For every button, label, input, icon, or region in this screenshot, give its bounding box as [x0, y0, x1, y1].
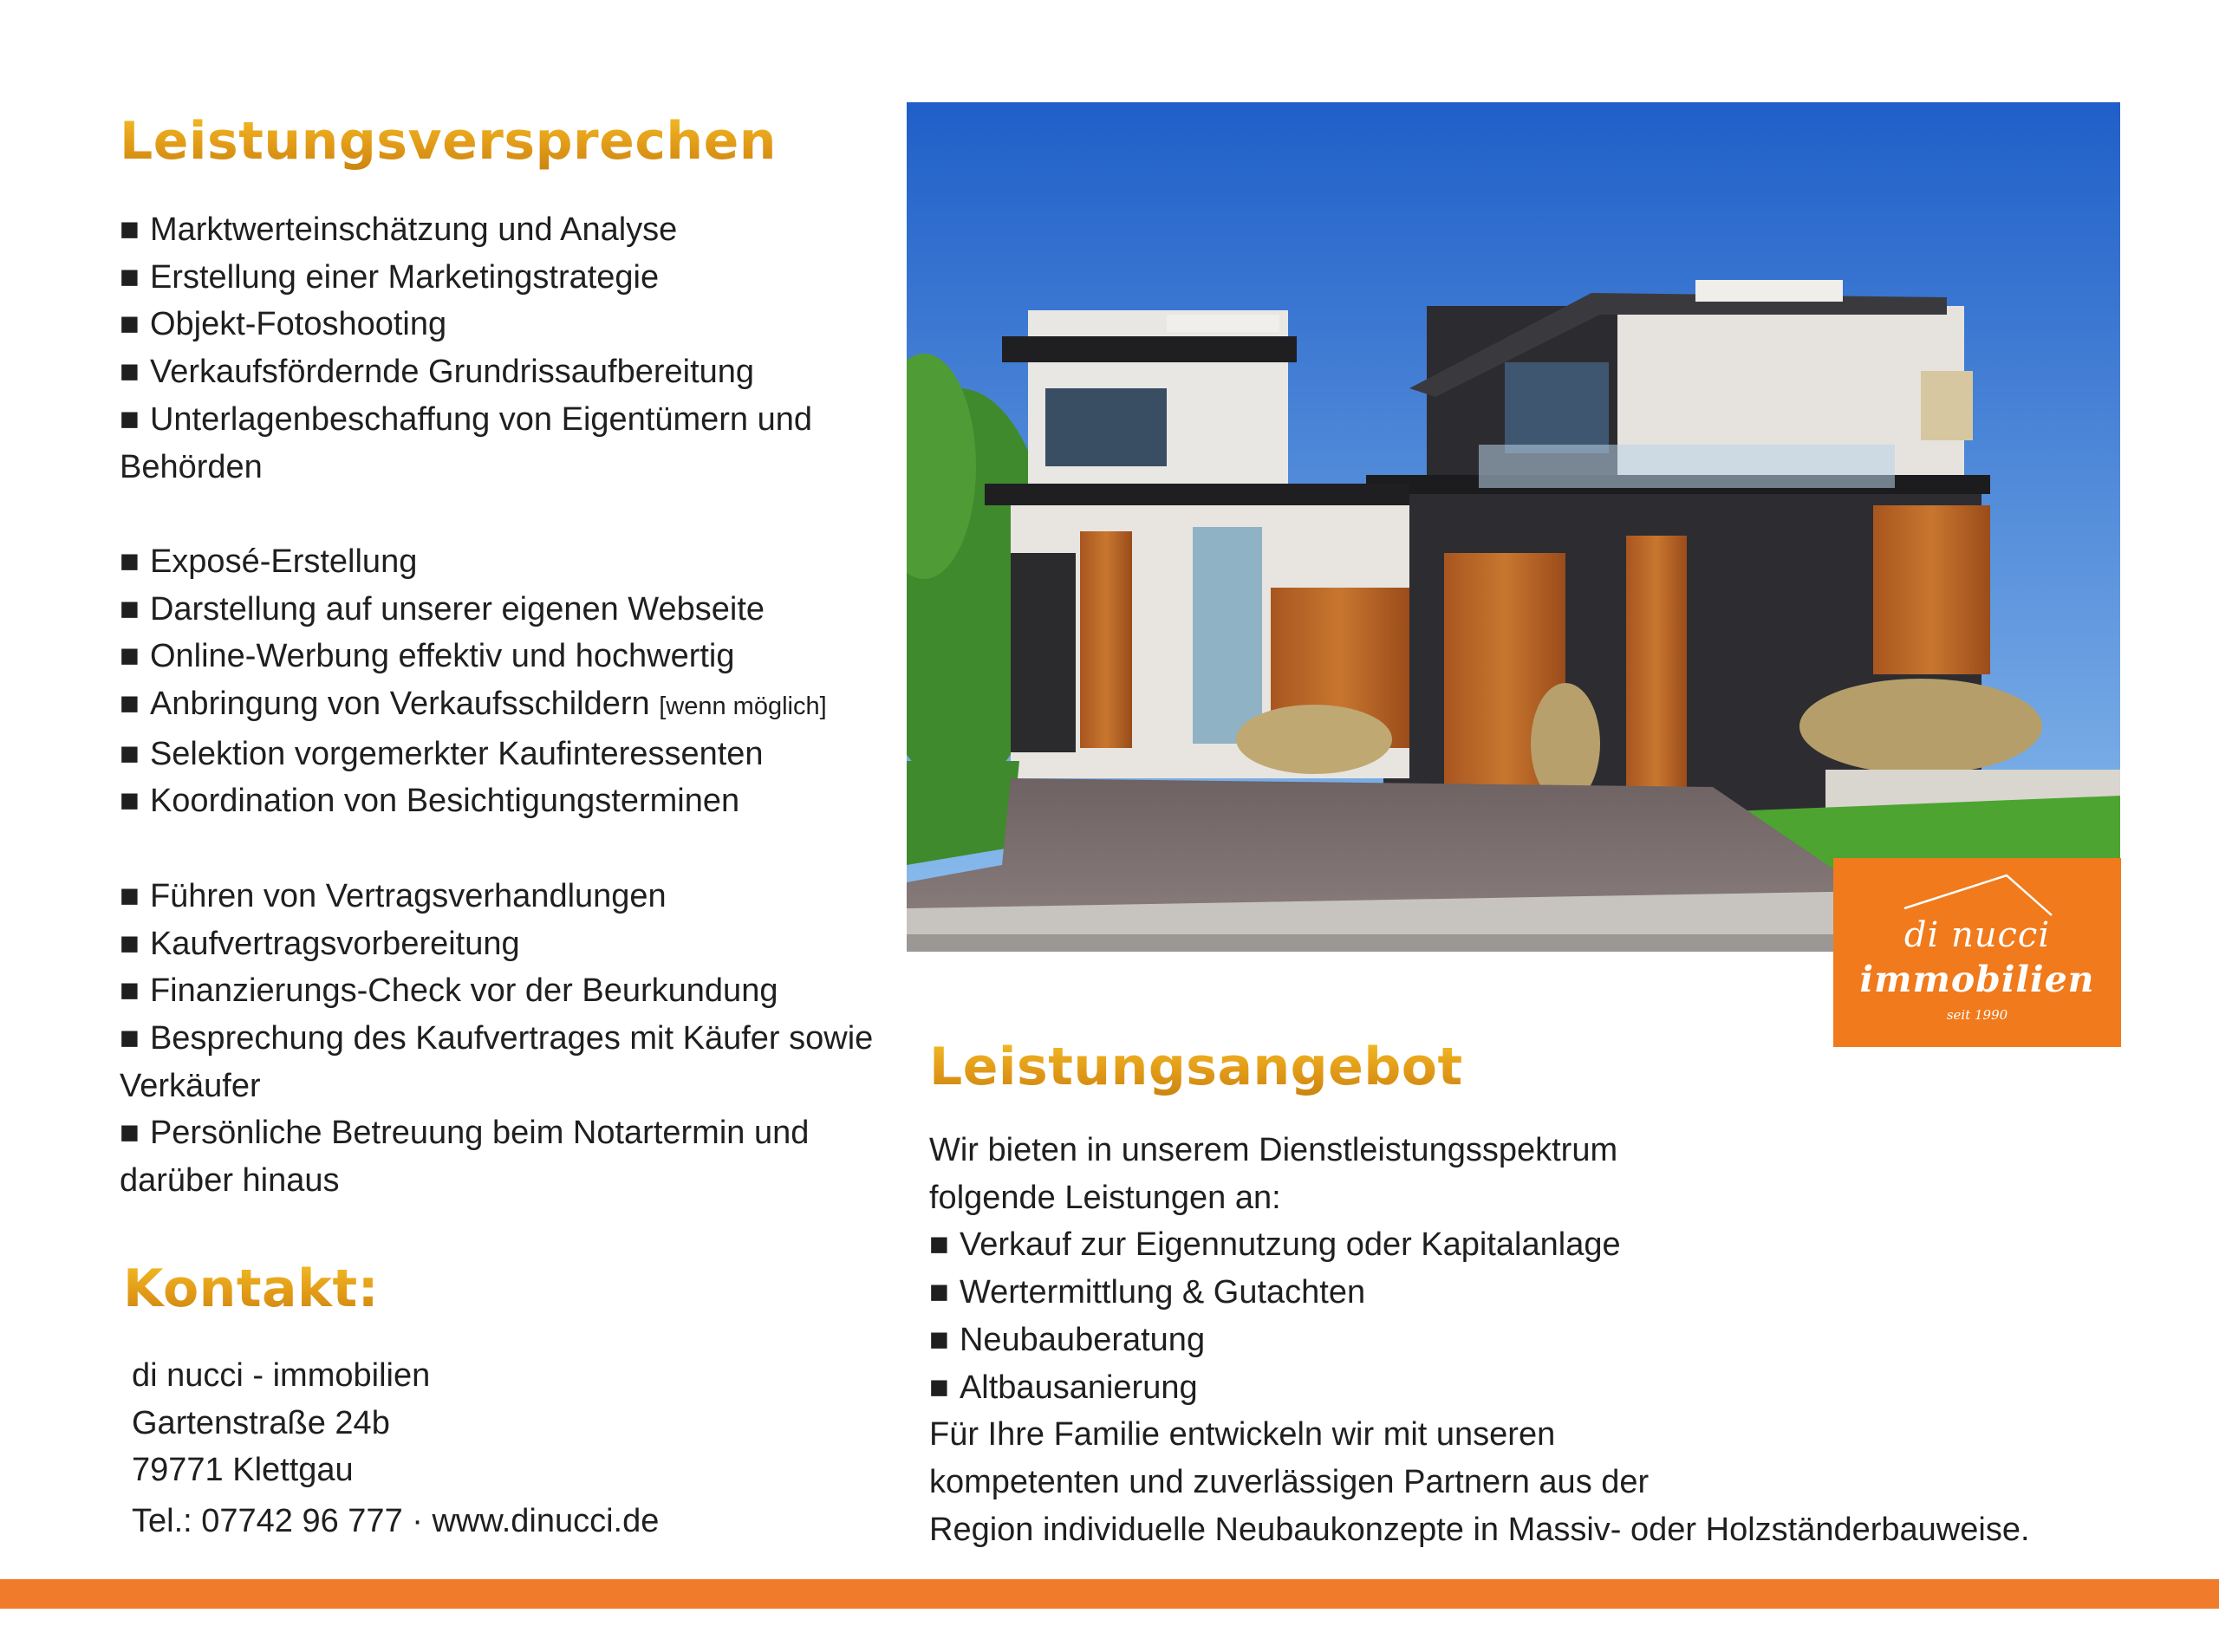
leistungsversprechen-list: [120, 206, 900, 1205]
list-item: ■ Persönliche Betreuung beim Notartermin und darüber hinaus: [120, 1109, 865, 1204]
kontakt-heading: Kontakt:: [123, 1259, 380, 1319]
closing-line: kompetenten und zuverlässigen Partnern aus der: [929, 1463, 1650, 1500]
list-item: ■ Wertermittlung & Gutachten: [929, 1269, 2030, 1317]
bullet-icon: ■: [120, 686, 140, 723]
bullet-icon: ■: [120, 972, 140, 1010]
list-item: ■ Führen von Vertragsverhandlungen: [120, 873, 900, 920]
list-item: ■ Finanzierungs-Check vor der Beurkundung: [120, 967, 900, 1015]
leistungsangebot-heading: Leistungsangebot: [929, 1037, 1463, 1097]
list-item: ■ Verkaufsfördernde Grundrissaufbereitung: [120, 348, 900, 396]
kontakt-city: 79771 Klettgau: [132, 1452, 354, 1489]
list-spacer: [120, 825, 900, 873]
bullet-icon: ■: [120, 735, 140, 772]
bullet-icon: ■: [929, 1321, 949, 1358]
bullet-icon: ■: [120, 258, 140, 296]
bullet-icon: ■: [929, 1369, 949, 1406]
kontakt-street: Gartenstraße 24b: [132, 1404, 390, 1441]
list-item: ■ Neubauberatung: [929, 1317, 2030, 1364]
bullet-icon: ■: [120, 400, 140, 438]
list-item: ■ Erstellung einer Marketingstrategie: [120, 254, 900, 302]
leistungsangebot-text: [929, 1127, 2030, 1553]
logo-line3: seit 1990: [1946, 1007, 2008, 1023]
note-wenn-moeglich: [wenn möglich]: [659, 693, 827, 721]
bullet-icon: ■: [120, 877, 140, 914]
list-spacer: [120, 491, 900, 538]
bullet-icon: ■: [120, 543, 140, 580]
bullet-icon: ■: [120, 354, 140, 391]
list-item: ■ Online-Werbung effektiv und hochwertig: [120, 633, 900, 680]
bullet-icon: ■: [120, 1019, 140, 1057]
bullet-icon: ■: [120, 306, 140, 343]
list-item: ■ Koordination von Besichtigungsterminen: [120, 777, 900, 825]
closing-line: Für Ihre Familie entwickeln wir mit unseren: [929, 1416, 1556, 1454]
list-item: ■ Verkauf zur Eigennutzung oder Kapitalanlage: [929, 1221, 2030, 1269]
logo-line2: immobilien: [1859, 959, 2095, 1000]
list-item: ■ Objekt-Fotoshooting: [120, 301, 900, 348]
bullet-icon: ■: [120, 1115, 140, 1152]
list-item: ■ Exposé-Erstellung: [120, 538, 900, 586]
kontakt-phone-web: Tel.: 07742 96 777 · www.dinucci.de: [132, 1503, 660, 1540]
house-photo: [907, 102, 2120, 952]
leistungsversprechen-heading: Leistungsversprechen: [120, 111, 778, 172]
list-item: ■ Unterlagenbeschaffung von Eigentümern und Behörden: [120, 396, 865, 491]
list-item: ■ Marktwerteinschätzung und Analyse: [120, 206, 900, 254]
bullet-icon: ■: [929, 1274, 949, 1311]
intro-line: folgende Leistungen an:: [929, 1179, 1281, 1216]
footer-bar: [0, 1579, 2219, 1609]
closing-line: Region individuelle Neubaukonzepte in Massiv- oder Holzständerbauweise.: [929, 1511, 2030, 1548]
list-item: ■ Anbringung von Verkaufsschildern [wenn möglich]: [120, 680, 900, 731]
bullet-icon: ■: [929, 1226, 949, 1264]
list-item: ■ Selektion vorgemerkter Kaufinteressenten: [120, 731, 900, 778]
kontakt-name: di nucci - immobilien: [132, 1357, 431, 1394]
bullet-icon: ■: [120, 211, 140, 248]
bullet-icon: ■: [120, 590, 140, 628]
house-image: [907, 102, 2120, 952]
kontakt-address: [132, 1352, 659, 1545]
bullet-icon: ■: [120, 638, 140, 675]
list-item: ■ Besprechung des Kaufvertrages mit Käufer sowie Verkäufer: [120, 1015, 900, 1109]
logo-line1: di nucci: [1903, 915, 2051, 955]
bullet-icon: ■: [120, 925, 140, 962]
intro-line: Wir bieten in unserem Dienstleistungsspektrum: [929, 1132, 1618, 1168]
list-item: ■ Darstellung auf unserer eigenen Webseite: [120, 586, 900, 634]
brand-logo: [1833, 858, 2121, 1047]
list-item: ■ Altbausanierung: [929, 1364, 2030, 1412]
list-item: ■ Kaufvertragsvorbereitung: [120, 920, 900, 968]
bullet-icon: ■: [120, 783, 140, 820]
